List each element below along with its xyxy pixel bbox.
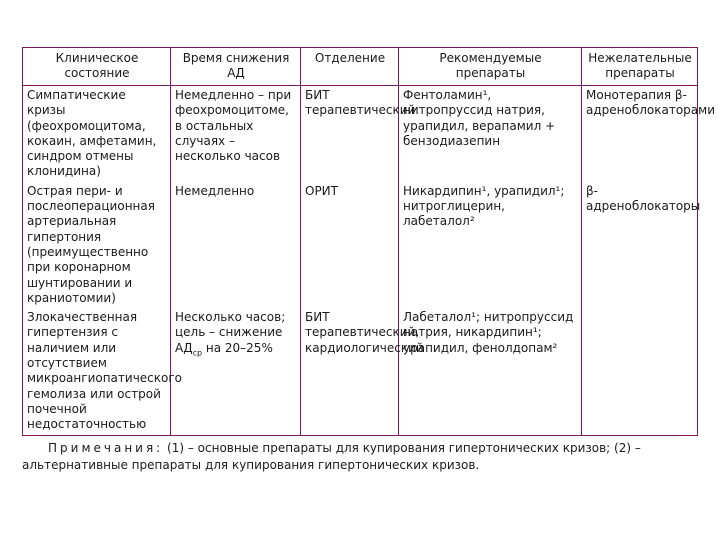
- cell-recommended: Фентоламин¹, нитропруссид натрия, урапидил, верапамил + бензодиазепин: [399, 86, 582, 182]
- time-tail-text: на 20–25%: [202, 340, 273, 355]
- table-footnote: [22, 440, 702, 474]
- table-row: [23, 308, 698, 435]
- footnote-label: Примечания:: [48, 440, 164, 455]
- cell-department: ОРИТ: [301, 182, 399, 308]
- time-subscript: ср: [192, 348, 203, 358]
- header-bp-reduction-time: Время снижения АД: [171, 48, 301, 86]
- hypertensive-crisis-table: [22, 47, 716, 436]
- cell-state: Злокачественная гипертензия с наличием или отсутствием микроангиопатического гемолиза или острой почечной недостаточностью: [23, 308, 171, 435]
- cell-recommended: Никардипин¹, урапидил¹; нитроглицерин, лабеталол²: [399, 182, 582, 308]
- time-main-text: Несколько часов; цель – снижение АД: [175, 310, 286, 355]
- header-undesired-drugs: Нежелательные препараты: [582, 48, 698, 86]
- table-header-row: [23, 48, 698, 86]
- table-row: [23, 86, 698, 182]
- cell-time: Немедленно – при феохромоцитоме, в остальных случаях – несколько часов: [171, 86, 301, 182]
- cell-undesired: β-адреноблокаторы: [582, 182, 698, 308]
- cell-time: Немедленно: [171, 182, 301, 308]
- header-clinical-state: Клиническое состояние: [23, 48, 171, 86]
- cell-time: [171, 308, 301, 435]
- cell-undesired: Монотерапия β-адреноблокаторами: [582, 86, 698, 182]
- cell-department: БИТ терапевтический: [301, 86, 399, 182]
- cell-state: Симпатические кризы (феохромоцитома, кокаин, амфетамин, синдром отмены клонидина): [23, 86, 171, 182]
- cell-department: БИТ терапевтический, кардиологический: [301, 308, 399, 435]
- cell-state: Острая пери- и послеоперационная артериальная гипертония (преимущественно при коронарном шунтировании и краниотомии): [23, 182, 171, 308]
- document-page: [22, 47, 716, 474]
- header-department: Отделение: [301, 48, 399, 86]
- cell-recommended: Лабеталол¹; нитропруссид натрия, никардипин¹; урапидил, фенолдопам²: [399, 308, 582, 435]
- cell-undesired: [582, 308, 698, 435]
- footnote-text: (1) – основные препараты для купирования гипертонических кризов; (2) – альтернативные препараты для купирования гипертонических кризов.: [22, 440, 641, 472]
- table-row: [23, 182, 698, 308]
- header-recommended-drugs: Рекомендуемые препараты: [399, 48, 582, 86]
